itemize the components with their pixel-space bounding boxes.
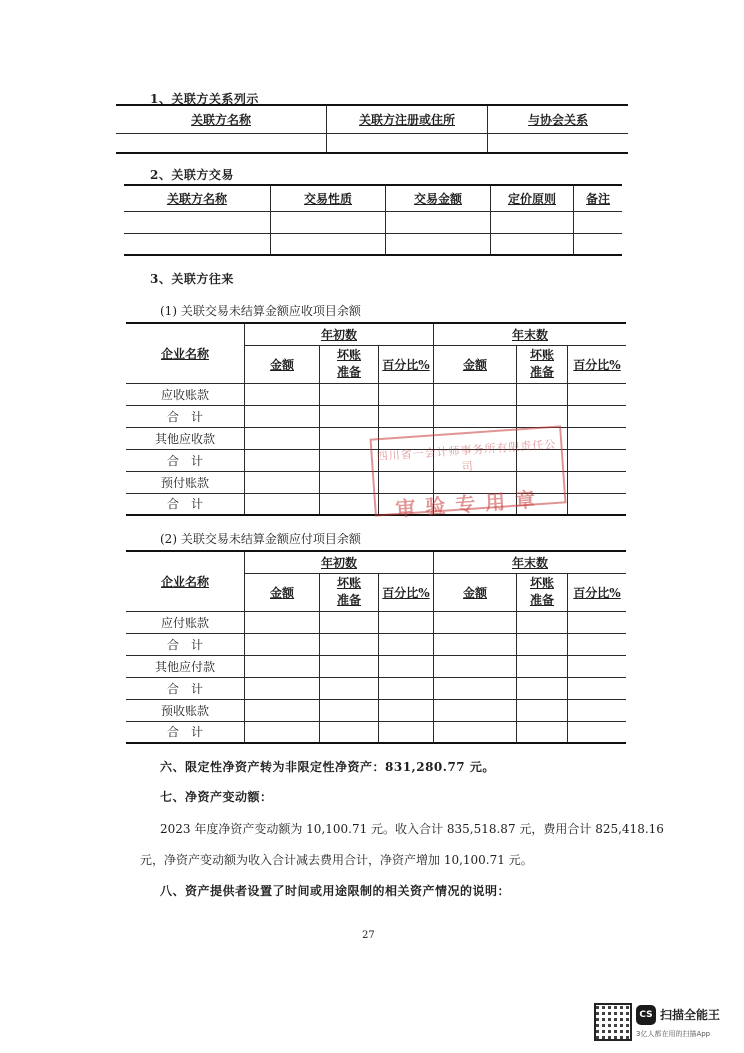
header-end-pct: 百分比%	[573, 357, 621, 372]
header-begin-bad-debt: 坏账准备	[336, 348, 361, 379]
header-begin-pct: 百分比%	[382, 585, 430, 600]
header-begin-of-year: 年初数	[320, 327, 357, 342]
header-remark: 备注	[585, 191, 610, 206]
section6-text: 六、限定性净资产转为非限定性净资产：831,280.77 元。	[160, 760, 495, 774]
row-label: 预收账款	[126, 699, 245, 721]
related-transaction-table	[124, 184, 622, 256]
section3-title: 3、关联方往来	[150, 272, 234, 286]
row-label: 合 计	[126, 493, 245, 515]
header-begin-bad-debt: 坏账准备	[336, 576, 361, 607]
header-company-name: 企业名称	[160, 574, 209, 589]
section7-line1: 2023 年度净资产变动额为 10,100.71 元。收入合计 835,518.87 元，费用合计 825,418.16	[160, 822, 664, 836]
header-end-pct: 百分比%	[573, 585, 621, 600]
row-label: 应付账款	[126, 611, 245, 633]
header-begin-pct: 百分比%	[382, 357, 430, 372]
header-end-of-year: 年末数	[511, 555, 548, 570]
section8-title: 八、资产提供者设置了时间或用途限制的相关资产情况的说明：	[160, 884, 511, 898]
audit-stamp	[370, 425, 567, 522]
row-label: 其他应收款	[126, 427, 245, 449]
section2-title: 2、关联方交易	[150, 168, 234, 182]
row-label: 合 计	[126, 633, 245, 655]
header-begin-amount: 金额	[269, 585, 294, 600]
page-number: 27	[362, 930, 375, 941]
row-label: 合 计	[126, 449, 245, 471]
header-company-name: 企业名称	[160, 346, 209, 361]
header-party-name: 关联方名称	[166, 191, 227, 206]
header-begin-amount: 金额	[269, 357, 294, 372]
section7-title: 七、净资产变动额：	[160, 790, 273, 804]
payable-subtitle: (2) 关联交易未结算金额应付项目余额	[160, 532, 361, 546]
scanner-tagline: 3亿人都在用的扫描App	[636, 1030, 711, 1038]
related-party-table	[116, 104, 628, 154]
header-end-of-year: 年末数	[511, 327, 548, 342]
header-amount: 交易金额	[413, 191, 462, 206]
header-pricing: 定价原则	[507, 191, 556, 206]
header-end-amount: 金额	[462, 585, 487, 600]
header-nature: 交易性质	[303, 191, 352, 206]
scanner-brand: 扫描全能王	[660, 1008, 721, 1022]
header-registration: 关联方注册或住所	[358, 112, 455, 127]
row-label: 合 计	[126, 721, 245, 743]
header-begin-of-year: 年初数	[320, 555, 357, 570]
section1-title: 1、关联方关系列示	[150, 92, 259, 106]
header-related-party-name: 关联方名称	[190, 112, 251, 127]
header-relationship: 与协会关系	[527, 112, 588, 127]
header-end-bad-debt: 坏账准备	[529, 576, 554, 607]
stamp-firm: 四川省一会计师事务所有限责任公司	[376, 437, 557, 474]
payable-table	[126, 550, 626, 744]
row-label: 应收账款	[126, 383, 245, 405]
row-label: 合 计	[126, 677, 245, 699]
row-label: 预付账款	[126, 471, 245, 493]
row-label: 其他应付款	[126, 655, 245, 677]
receivable-subtitle: (1) 关联交易未结算金额应收项目余额	[160, 304, 361, 318]
camscanner-logo-icon: CS	[636, 1005, 656, 1025]
stamp-purpose: 审验专用章	[394, 486, 546, 522]
row-label: 合 计	[126, 405, 245, 427]
section7-line2: 元，净资产变动额为收入合计减去费用合计，净资产增加 10,100.71 元。	[140, 853, 533, 867]
header-end-bad-debt: 坏账准备	[529, 348, 554, 379]
header-end-amount: 金额	[462, 357, 487, 372]
qr-code-icon	[594, 1003, 632, 1041]
scanner-badge	[594, 1003, 734, 1045]
